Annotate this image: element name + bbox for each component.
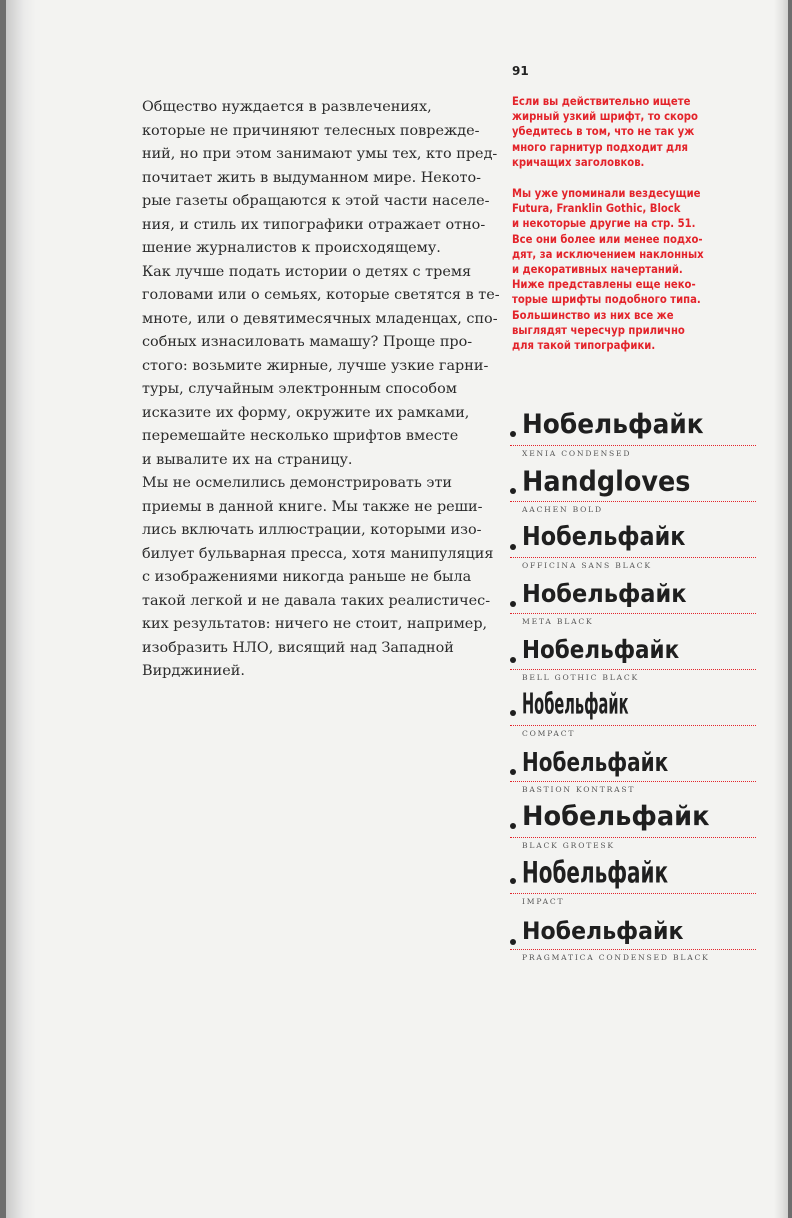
- sidebar-line: Все они более или менее подхо-: [512, 232, 703, 246]
- dotted-rule: [510, 725, 756, 726]
- body-line: Вирджинией.: [142, 663, 245, 679]
- dotted-rule: [510, 613, 756, 614]
- specimen-sample-text: Нобельфайк: [522, 856, 669, 891]
- body-line: ких результатов: ничего не стоит, например,: [142, 616, 488, 632]
- font-specimen: [506, 797, 756, 853]
- font-specimen: [506, 853, 756, 909]
- specimen-sample-text: Нобельфайк: [522, 917, 684, 945]
- body-line: шение журналистов к происходящему.: [142, 240, 441, 256]
- sidebar-line: выглядят чересчур прилично: [512, 323, 685, 337]
- specimen-sample-text: Нобельфайк: [522, 688, 629, 721]
- sidebar-line: дят, за исключением наклонных: [512, 247, 704, 261]
- body-line: приемы в данной книге. Мы также не реши-: [142, 498, 483, 515]
- body-paragraph: [110, 472, 494, 684]
- font-specimen: [506, 741, 756, 797]
- body-line: билует бульварная пресса, хотя манипуляция: [142, 545, 494, 562]
- sidebar-line: Если вы действительно ищете: [512, 95, 691, 108]
- sidebar-note: [512, 94, 742, 369]
- dotted-rule: [510, 837, 756, 838]
- specimen-font-name: IMPACT: [522, 897, 565, 906]
- specimen-font-name: META BLACK: [522, 617, 594, 626]
- specimen-sample-text: Нобельфайк: [522, 579, 687, 608]
- sidebar-line: кричащих заголовков.: [512, 155, 645, 169]
- bullet-icon: [510, 657, 516, 663]
- font-specimen: [506, 461, 756, 517]
- specimen-font-name: BASTION KONTRAST: [522, 785, 636, 794]
- sidebar-line: убедитесь в том, что не так уж: [512, 125, 695, 139]
- dotted-rule: [510, 893, 756, 894]
- sidebar-line: жирный узкий шрифт, то скоро: [512, 110, 698, 124]
- specimen-sample-text: Нобельфайк: [522, 801, 710, 832]
- body-line: которые не причиняют телесных поврежде-: [142, 122, 480, 139]
- specimen-font-name: AACHEN BOLD: [522, 505, 603, 514]
- bullet-icon: [510, 823, 516, 829]
- specimen-sample-text: Нобельфайк: [522, 522, 686, 552]
- bullet-icon: [510, 878, 516, 884]
- body-line: туры, случайным электронным способом: [142, 381, 457, 397]
- font-specimen: [506, 517, 756, 573]
- body-line: перемешайте несколько шрифтов вместе: [142, 428, 459, 444]
- body-line: Как лучше подать истории о детях с тремя: [142, 263, 472, 280]
- book-page: [6, 0, 788, 1218]
- dotted-rule: [510, 501, 756, 502]
- font-specimen: [506, 573, 756, 629]
- body-line: ния, и стиль их типографики отражает отно-: [142, 216, 486, 233]
- bullet-icon: [510, 769, 516, 775]
- body-line: собных изнасиловать мамашу? Проще про-: [142, 334, 473, 350]
- font-specimen-list: [506, 405, 756, 965]
- body-paragraph: [110, 96, 498, 261]
- sidebar-line: для такой типографики.: [512, 339, 656, 353]
- font-specimen: [506, 685, 756, 741]
- sidebar-line: Ниже представлены еще неко-: [512, 278, 696, 292]
- body-line: мноте, или о девятимесячных младенцах, спо-: [142, 310, 498, 327]
- bullet-icon: [510, 601, 516, 607]
- body-line: ний, но при этом занимают умы тех, кто пред-: [142, 146, 498, 162]
- sidebar-paragraph: [512, 186, 742, 353]
- page-edge-shadow: [774, 0, 788, 1218]
- sidebar-line: много гарнитур подходит для: [512, 140, 689, 154]
- dotted-rule: [510, 669, 756, 670]
- specimen-font-name: COMPACT: [522, 729, 576, 738]
- page-number: 91: [512, 64, 529, 78]
- body-line: головами или о семьях, которые светятся в те-: [142, 287, 500, 303]
- dotted-rule: [510, 557, 756, 558]
- dotted-rule: [510, 781, 756, 782]
- body-line: лись включать иллюстрации, которыми изо-: [142, 522, 482, 538]
- specimen-font-name: BLACK GROTESK: [522, 841, 615, 850]
- sidebar-line: торые шрифты подобного типа.: [512, 293, 701, 307]
- body-line: стого: возьмите жирные, лучше узкие гарни-: [142, 357, 489, 374]
- body-line: изобразить НЛО, висящий над Западной: [142, 639, 454, 656]
- bullet-icon: [510, 710, 516, 716]
- specimen-font-name: XENIA CONDENSED: [522, 449, 632, 458]
- font-specimen: [506, 405, 756, 461]
- body-line: Общество нуждается в развлечениях,: [142, 99, 432, 115]
- body-line: исказите их форму, окружите их рамками,: [142, 404, 470, 421]
- specimen-font-name: OFFICINA SANS BLACK: [522, 561, 652, 570]
- sidebar-line: Мы уже упоминали вездесущие: [512, 187, 701, 201]
- bullet-icon: [510, 544, 516, 550]
- bullet-icon: [510, 431, 516, 437]
- sidebar-line: и некоторые другие на стр. 51.: [512, 217, 696, 231]
- sidebar-line: Большинство из них все же: [512, 308, 674, 322]
- body-line: с изображениями никогда раньше не была: [142, 569, 472, 585]
- specimen-font-name: PRAGMATICA CONDENSED BLACK: [522, 953, 710, 962]
- specimen-sample-text: Handgloves: [522, 466, 691, 498]
- bullet-icon: [510, 939, 516, 945]
- dotted-rule: [510, 949, 756, 950]
- font-specimen: [506, 629, 756, 685]
- body-line: Мы не осмелились демонстрировать эти: [142, 475, 453, 491]
- bullet-icon: [510, 488, 516, 494]
- body-line: такой легкой и не давала таких реалистичес-: [142, 592, 491, 609]
- main-body-text: [110, 96, 500, 684]
- specimen-sample-text: Нобельфайк: [522, 635, 680, 664]
- dotted-rule: [510, 445, 756, 446]
- sidebar-line: Futura, Franklin Gothic, Block: [512, 202, 681, 216]
- sidebar-line: и декоративных начертаний.: [512, 263, 683, 277]
- book-spine-shadow: [6, 0, 36, 1218]
- specimen-sample-text: Нобельфайк: [522, 747, 669, 778]
- specimen-sample-text: Нобельфайк: [522, 409, 704, 440]
- body-line: почитает жить в выдуманном мире. Некото-: [142, 169, 481, 186]
- body-line: рые газеты обращаются к этой части населе-: [142, 193, 490, 209]
- body-line: и вывалите их на страницу.: [142, 451, 353, 468]
- sidebar-paragraph: [512, 94, 742, 170]
- body-paragraph: [110, 261, 500, 473]
- specimen-font-name: BELL GOTHIC BLACK: [522, 673, 640, 682]
- font-specimen: [506, 909, 756, 965]
